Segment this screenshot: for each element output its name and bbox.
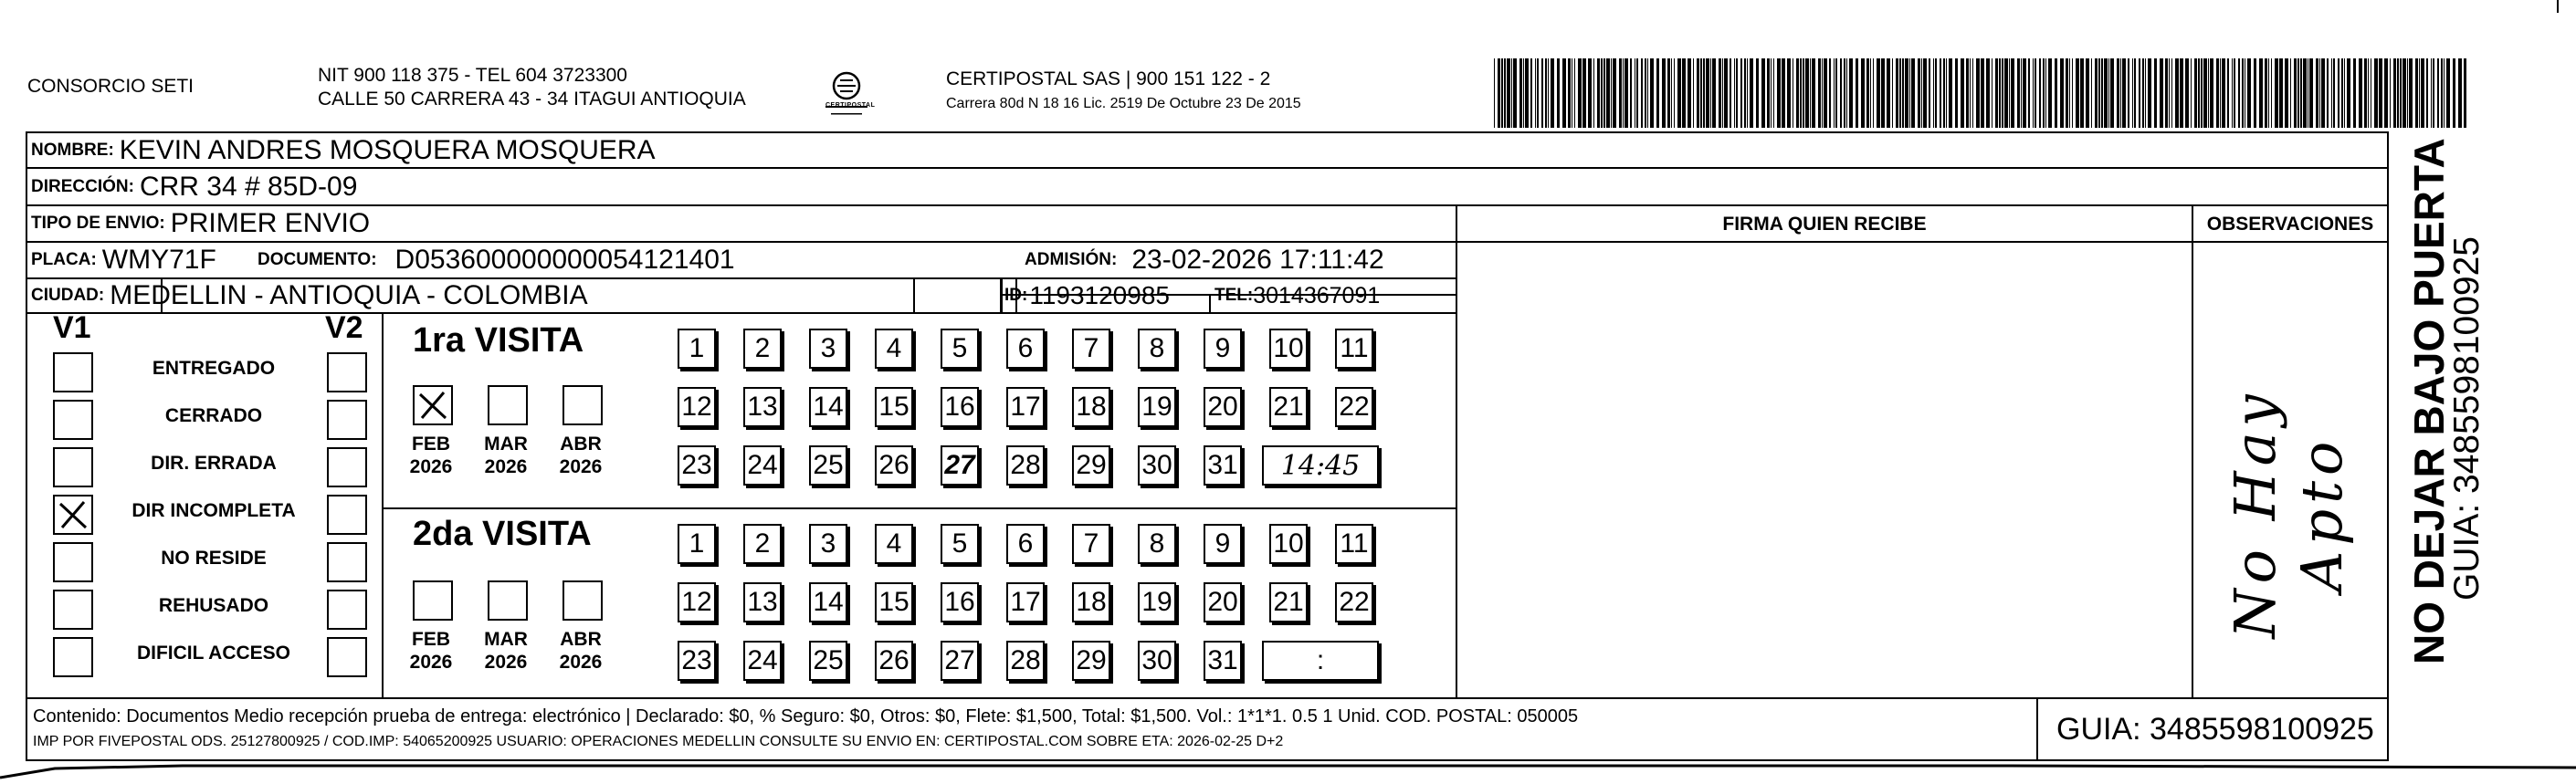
footer-guia: GUIA: 3485598100925 <box>2056 712 2374 747</box>
day-box: 12 <box>678 582 716 622</box>
ciudad-value: MEDELLIN - ANTIOQUIA - COLOMBIA <box>110 280 588 310</box>
direccion-label: DIRECCIÓN: <box>31 177 134 196</box>
month-checkbox <box>413 580 453 621</box>
id-row <box>1004 279 1170 312</box>
month-label <box>553 433 608 478</box>
status-checkbox-v1 <box>53 447 93 487</box>
day-box: 11 <box>1335 329 1373 369</box>
day-box: 1 <box>678 329 716 369</box>
form-border-bottom <box>26 759 2389 761</box>
status-label: DIFICIL ACCESO <box>136 643 290 664</box>
status-checkbox-v1 <box>53 400 93 440</box>
day-box: 8 <box>1138 524 1176 564</box>
day-box: 28 <box>1006 641 1045 681</box>
month-label <box>404 628 458 674</box>
company-name: CONSORCIO SETI <box>27 76 195 97</box>
documento-value: D053600000000054121401 <box>394 245 735 275</box>
day-box: 24 <box>743 641 782 681</box>
license-line: Carrera 80d N 18 16 Lic. 2519 De Octubre 23 De 2015 <box>946 96 1301 111</box>
month-label <box>478 433 533 478</box>
day-box: 6 <box>1006 329 1045 369</box>
day-box: 28 <box>1006 445 1045 486</box>
day-box: 24 <box>743 445 782 486</box>
day-box: 2 <box>743 329 782 369</box>
sep-id <box>1001 294 1003 312</box>
month-label <box>478 628 533 674</box>
month-checkbox <box>488 580 528 621</box>
day-box: 6 <box>1006 524 1045 564</box>
nombre-value: KEVIN ANDRES MOSQUERA MOSQUERA <box>119 135 656 165</box>
visit1-title: 1ra VISITA <box>413 321 584 360</box>
day-box: 5 <box>941 524 979 564</box>
day-box: 30 <box>1138 641 1176 681</box>
certipostal-logo <box>824 66 869 119</box>
month-name: MAR <box>484 434 528 455</box>
month-checkbox <box>488 385 528 425</box>
rule-visits <box>382 507 1456 509</box>
month-year: 2026 <box>409 652 453 673</box>
status-checkbox-v1 <box>53 495 93 535</box>
guia-vertical: GUIA: 3485598100925 <box>2447 236 2487 601</box>
status-checkbox-v1 <box>53 637 93 677</box>
day-box: 20 <box>1204 582 1242 622</box>
rule-direccion <box>26 204 2389 206</box>
day-box: 3 <box>809 524 847 564</box>
form-border-left <box>26 131 27 761</box>
day-box: 15 <box>875 582 913 622</box>
status-checkbox-v1 <box>53 542 93 582</box>
day-box: 23 <box>678 445 716 486</box>
no-dejar-vertical: NO DEJAR BAJO PUERTA <box>2405 138 2453 664</box>
status-checkbox-v2 <box>327 447 367 487</box>
day-box: 23 <box>678 641 716 681</box>
day-box: 15 <box>875 387 913 427</box>
footer-imp: IMP POR FIVEPOSTAL ODS. 25127800925 / COD.IMP: 54065200925 USUARIO: OPERACIONES MEDELLIN CONSULTE SU ENVIO EN: CERTIPOSTAL.COM SOBRE ETA: 2026-02-25 D+2 <box>33 734 1284 749</box>
status-checkbox-v1 <box>53 352 93 392</box>
observaciones-header: OBSERVACIONES <box>2206 214 2374 235</box>
day-box: 20 <box>1204 387 1242 427</box>
id-value: 1193120985 <box>1029 281 1170 309</box>
status-label: DIR INCOMPLETA <box>131 500 296 521</box>
day-box: 8 <box>1138 329 1176 369</box>
time-box: 14:45 <box>1262 445 1379 486</box>
day-box: 31 <box>1204 445 1242 486</box>
day-box: 4 <box>875 329 913 369</box>
day-box: 14 <box>809 582 847 622</box>
v2-label: V2 <box>325 310 363 345</box>
status-label: NO RESIDE <box>161 548 267 569</box>
placa-label: PLACA: <box>31 250 97 269</box>
day-box: 18 <box>1072 387 1110 427</box>
day-box: 25 <box>809 445 847 486</box>
month-year: 2026 <box>484 456 528 477</box>
sep-footer-guia <box>2036 697 2038 759</box>
day-box: 9 <box>1204 524 1242 564</box>
day-box: 26 <box>875 445 913 486</box>
month-year: 2026 <box>409 456 453 477</box>
day-box: 13 <box>743 387 782 427</box>
month-year: 2026 <box>484 652 528 673</box>
tel-row <box>1214 279 1380 312</box>
status-checkbox-v2 <box>327 637 367 677</box>
day-box: 14 <box>809 387 847 427</box>
month-label <box>404 433 458 478</box>
address-line: CALLE 50 CARRERA 43 - 34 ITAGUI ANTIOQUIA <box>318 89 746 110</box>
month-checkbox <box>563 385 603 425</box>
day-box: 1 <box>678 524 716 564</box>
id-label: ID: <box>1004 286 1028 305</box>
rule-ciudad <box>26 312 1456 314</box>
day-box: 13 <box>743 582 782 622</box>
month-year: 2026 <box>559 652 603 673</box>
day-box: 7 <box>1072 524 1110 564</box>
sep-tel <box>1209 294 1211 312</box>
month-name: ABR <box>560 629 602 650</box>
admision-row <box>1025 243 1384 277</box>
margin-tick <box>2557 0 2559 13</box>
day-box: 19 <box>1138 582 1176 622</box>
rule-firma <box>1456 241 2192 243</box>
day-box: 3 <box>809 329 847 369</box>
day-box: 21 <box>1269 582 1308 622</box>
day-box: 29 <box>1072 445 1110 486</box>
day-box: 31 <box>1204 641 1242 681</box>
day-box: 9 <box>1204 329 1242 369</box>
status-label: CERRADO <box>164 405 263 426</box>
time-box: : <box>1262 641 1379 681</box>
day-box: 12 <box>678 387 716 427</box>
day-box: 10 <box>1269 329 1308 369</box>
tel-value: 3014367091 <box>1253 282 1381 308</box>
certipostal-line: CERTIPOSTAL SAS | 900 151 122 - 2 <box>946 68 1271 89</box>
tipo-label: TIPO DE ENVIO: <box>31 214 165 233</box>
day-box: 30 <box>1138 445 1176 486</box>
day-box: 25 <box>809 641 847 681</box>
status-checkbox-v2 <box>327 495 367 535</box>
month-name: FEB <box>412 629 450 650</box>
status-checkbox-v2 <box>327 542 367 582</box>
rule-footer <box>26 697 2389 699</box>
day-box: 17 <box>1006 582 1045 622</box>
rule-observaciones <box>2192 241 2387 243</box>
day-box: 26 <box>875 641 913 681</box>
day-box: 10 <box>1269 524 1308 564</box>
col-sep-observaciones <box>2192 204 2193 697</box>
day-box: 7 <box>1072 329 1110 369</box>
tipo-value: PRIMER ENVIO <box>170 208 371 238</box>
month-checkbox <box>413 385 453 425</box>
day-box: 27 <box>941 445 979 486</box>
tel-label: TEL: <box>1214 286 1254 305</box>
form-border-right <box>2387 131 2389 761</box>
day-box: 21 <box>1269 387 1308 427</box>
sep-docs <box>913 277 915 312</box>
admision-value: 23-02-2026 17:11:42 <box>1131 245 1384 275</box>
month-name: FEB <box>412 434 450 455</box>
status-checkbox-v2 <box>327 352 367 392</box>
nombre-label: NOMBRE: <box>31 141 114 160</box>
status-checkbox-v1 <box>53 590 93 630</box>
documento-row <box>258 243 735 277</box>
placa-row <box>31 243 216 277</box>
status-label: DIR. ERRADA <box>151 453 277 474</box>
month-label <box>553 628 608 674</box>
tipo-row <box>31 206 370 241</box>
status-label: ENTREGADO <box>152 358 276 379</box>
status-label: REHUSADO <box>158 595 269 616</box>
month-name: ABR <box>560 434 602 455</box>
documento-label: DOCUMENTO: <box>258 250 377 269</box>
barcode <box>1494 58 2471 128</box>
visit2-title: 2da VISITA <box>413 515 592 553</box>
day-box: 17 <box>1006 387 1045 427</box>
day-box: 4 <box>875 524 913 564</box>
logo-text: CERTIPOSTAL <box>825 102 876 109</box>
day-box: 22 <box>1335 387 1373 427</box>
nombre-row <box>31 133 656 168</box>
status-checkbox-v2 <box>327 590 367 630</box>
ciudad-row <box>31 279 588 312</box>
day-box: 16 <box>941 582 979 622</box>
day-box: 27 <box>941 641 979 681</box>
nit-line: NIT 900 118 375 - TEL 604 3723300 <box>318 65 627 86</box>
ciudad-label: CIUDAD: <box>31 286 105 305</box>
col-sep-status <box>382 312 384 697</box>
direccion-value: CRR 34 # 85D-09 <box>139 172 358 202</box>
placa-value: WMY71F <box>101 245 216 275</box>
paper-bottom-edge <box>0 763 2576 779</box>
month-name: MAR <box>484 629 528 650</box>
status-checkbox-v2 <box>327 400 367 440</box>
day-box: 22 <box>1335 582 1373 622</box>
col-sep-firma <box>1456 204 1457 697</box>
v1-label: V1 <box>53 310 91 345</box>
firma-header: FIRMA QUIEN RECIBE <box>1722 214 1927 235</box>
admision-label: ADMISIÓN: <box>1025 250 1118 269</box>
day-box: 11 <box>1335 524 1373 564</box>
day-box: 16 <box>941 387 979 427</box>
day-box: 18 <box>1072 582 1110 622</box>
month-year: 2026 <box>559 456 603 477</box>
day-box: 2 <box>743 524 782 564</box>
day-box: 19 <box>1138 387 1176 427</box>
observaciones-handwritten-text: No Hay Apto <box>2222 389 2355 639</box>
direccion-row <box>31 170 357 204</box>
footer-contenido: Contenido: Documentos Medio recepción prueba de entrega: electrónico | Declarado: $0, % Seguro: $0, Otros: $0, Flete: $1,500, Total: $1,500. Vol.: 1*1*1. 0.5 1 Unid. COD. POSTAL: 050005 <box>33 706 1579 727</box>
month-checkbox <box>563 580 603 621</box>
day-box: 29 <box>1072 641 1110 681</box>
day-box: 5 <box>941 329 979 369</box>
